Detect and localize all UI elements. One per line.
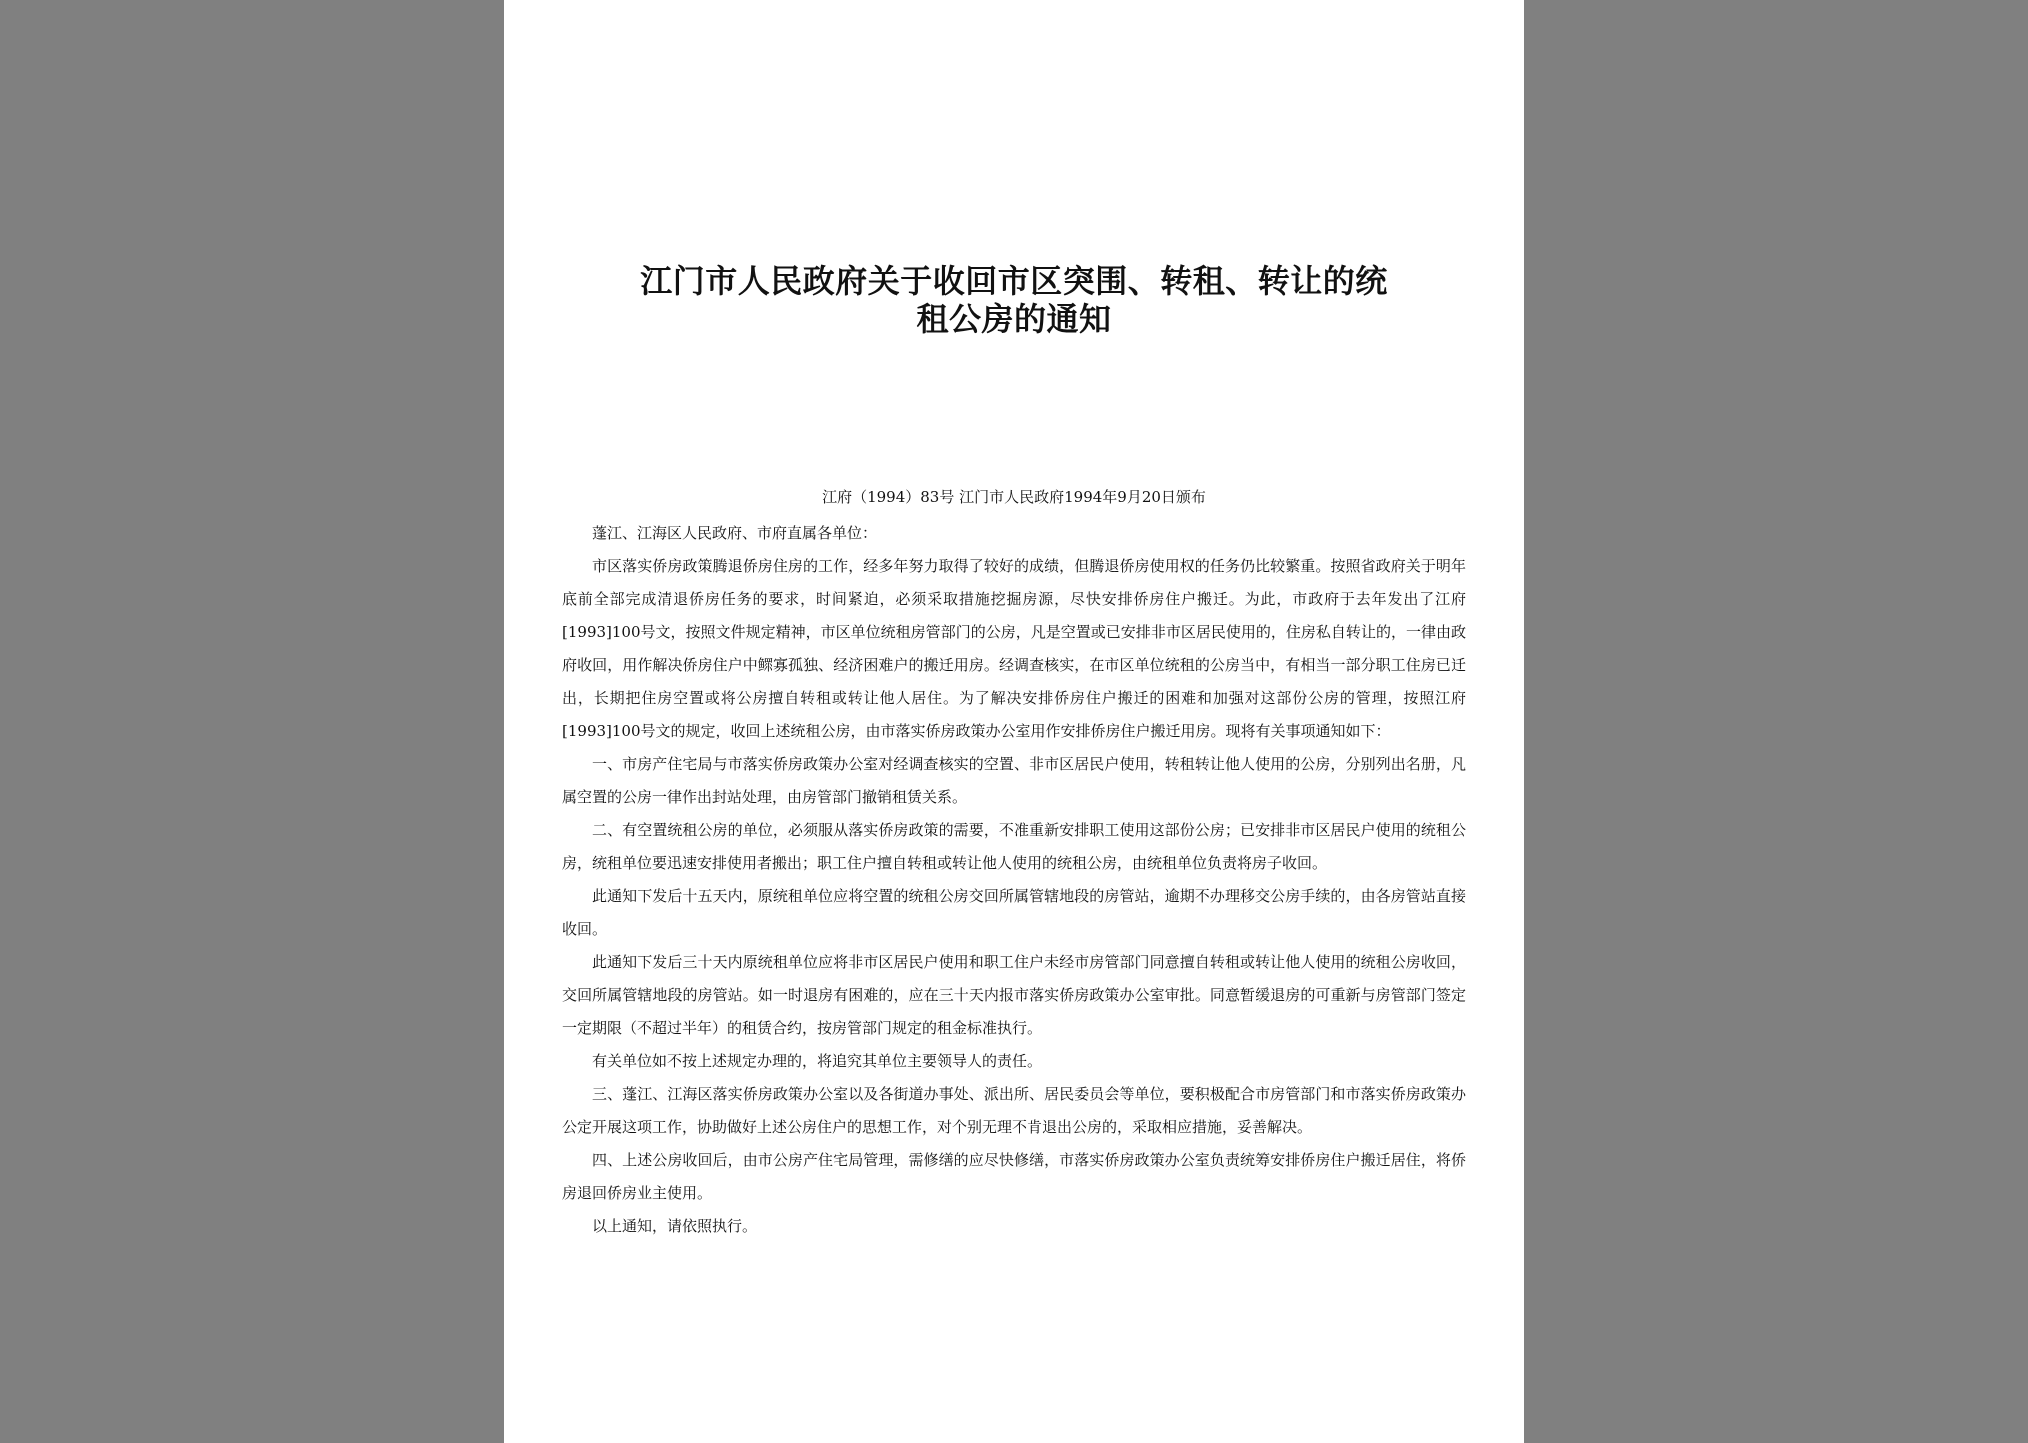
title-line-2: 租公房的通知 (916, 300, 1112, 338)
body-paragraph: 此通知下发后三十天内原统租单位应将非市区居民户使用和职工住户未经市房管部门同意擅自转租或转让他人使用的统租公房收回，交回所属管辖地段的房管站。如一时退房有困难的，应在三十天内报市落实侨房政策办公室审批。同意暂缓退房的可重新与房管部门签定一定期限（不超过半年）的租赁合约，按房管部门规定的租金标准执行。 (562, 953, 1466, 1037)
body-paragraph: 三、蓬江、江海区落实侨房政策办公室以及各街道办事处、派出所、居民委员会等单位，要积极配合市房管部门和市落实侨房政策办公定开展这项工作，协助做好上述公房住户的思想工作，对个别无理不肯退出公房的，采取相应措施，妥善解决。 (562, 1085, 1466, 1136)
addressee: 蓬江、江海区人民政府、市府直属各单位： (592, 524, 878, 542)
body-paragraph: 此通知下发后十五天内，原统租单位应将空置的统租公房交回所属管辖地段的房管站，逾期不办理移交公房手续的，由各房管站直接收回。 (562, 887, 1466, 938)
document-title (594, 262, 1434, 338)
body-paragraph: 有关单位如不按上述规定办理的，将追究其单位主要领导人的责任。 (592, 1052, 1043, 1070)
issuance-line: 江府（1994）83号 江门市人民政府1994年9月20日颁布 (822, 488, 1206, 506)
title-line-1: 江门市人民政府关于收回市区突围、转租、转让的统 (640, 262, 1388, 300)
body-paragraph: 二、有空置统租公房的单位，必须服从落实侨房政策的需要，不准重新安排职工使用这部份公房；已安排非市区居民户使用的统租公房，统租单位要迅速安排使用者搬出；职工住户擅自转租或转让他人使用的统租公房，由统租单位负责将房子收回。 (562, 821, 1466, 872)
body-paragraph: 四、上述公房收回后，由市公房产住宅局管理，需修缮的应尽快修缮，市落实侨房政策办公室负责统筹安排侨房住户搬迁居住，将侨房退回侨房业主使用。 (562, 1151, 1466, 1202)
document-body (562, 517, 1466, 1243)
closing-line: 以上通知，请依照执行。 (592, 1217, 758, 1235)
body-paragraph: 一、市房产住宅局与市落实侨房政策办公室对经调查核实的空置、非市区居民户使用，转租转让他人使用的公房，分别列出名册，凡属空置的公房一律作出封站处理，由房管部门撤销租赁关系。 (562, 755, 1466, 806)
document-page (504, 0, 1524, 1443)
body-paragraph: 市区落实侨房政策腾退侨房住房的工作，经多年努力取得了较好的成绩，但腾退侨房使用权的任务仍比较繁重。按照省政府关于明年底前全部完成清退侨房任务的要求，时间紧迫，必须采取措施挖掘房源，尽快安排侨房住户搬迁。为此，市政府于去年发出了江府[1993]100号文，按照文件规定精神，市区单位统租房管部门的公房，凡是空置或已安排非市区居民使用的，住房私自转让的，一律由政府收回，用作解决侨房住户中鳏寡孤独、经济困难户的搬迁用房。经调查核实，在市区单位统租的公房当中，有相当一部分职工住房已迁出，长期把住房空置或将公房擅自转租或转让他人居住。为了解决安排侨房住户搬迁的困难和加强对这部份公房的管理，按照江府[1993]100号文的规定，收回上述统租公房，由市落实侨房政策办公室用作安排侨房住户搬迁用房。现将有关事项通知如下： (562, 557, 1466, 740)
